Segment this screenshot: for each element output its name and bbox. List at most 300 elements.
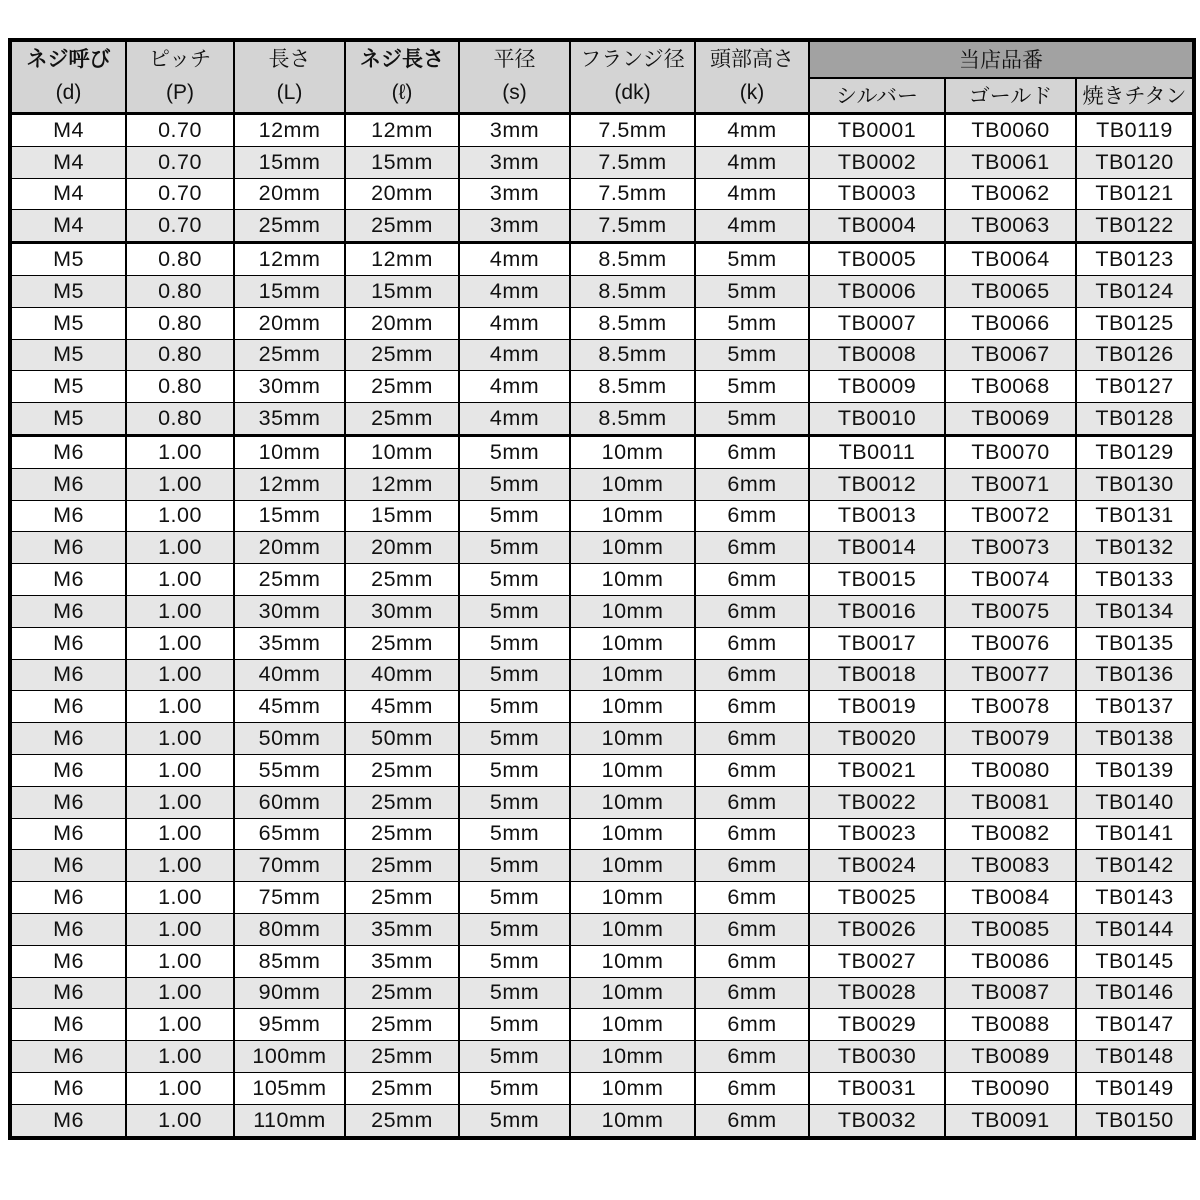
cell: 5mm (459, 1072, 570, 1104)
cell: 1.00 (126, 1072, 234, 1104)
cell: 4mm (459, 339, 570, 371)
cell: 10mm (570, 468, 695, 500)
cell: TB0063 (945, 210, 1076, 243)
cell: 90mm (234, 977, 345, 1009)
cell: 5mm (459, 1104, 570, 1137)
cell: 3mm (459, 146, 570, 178)
cell: 10mm (570, 1104, 695, 1137)
cell: M6 (10, 723, 126, 755)
cell: 30mm (345, 595, 459, 627)
cell: TB0087 (945, 977, 1076, 1009)
cell: TB0129 (1076, 435, 1194, 468)
cell: 6mm (695, 1072, 809, 1104)
cell: 4mm (459, 275, 570, 307)
cell: 4mm (459, 243, 570, 276)
cell: TB0003 (809, 178, 945, 210)
cell: TB0032 (809, 1104, 945, 1137)
cell: 0.70 (126, 114, 234, 147)
cell: 8.5mm (570, 371, 695, 403)
cell: 7.5mm (570, 178, 695, 210)
cell: 6mm (695, 723, 809, 755)
cell: M5 (10, 339, 126, 371)
cell: M6 (10, 850, 126, 882)
cell: 25mm (345, 210, 459, 243)
cell: 12mm (234, 114, 345, 147)
cell: TB0124 (1076, 275, 1194, 307)
cell: TB0067 (945, 339, 1076, 371)
cell: 12mm (234, 468, 345, 500)
cell: 25mm (234, 339, 345, 371)
table-row (10, 178, 1194, 210)
cell: 6mm (695, 468, 809, 500)
cell: TB0014 (809, 532, 945, 564)
table-row (10, 339, 1194, 371)
cell: 12mm (345, 243, 459, 276)
cell: TB0060 (945, 114, 1076, 147)
header-row-main (10, 40, 1194, 78)
cell: 25mm (234, 564, 345, 596)
table-row (10, 850, 1194, 882)
cell: TB0017 (809, 627, 945, 659)
cell: 5mm (459, 850, 570, 882)
cell: 65mm (234, 818, 345, 850)
table-row (10, 500, 1194, 532)
cell: TB0002 (809, 146, 945, 178)
cell: 6mm (695, 850, 809, 882)
cell: TB0070 (945, 435, 1076, 468)
table-row (10, 371, 1194, 403)
cell: 5mm (459, 435, 570, 468)
cell: TB0131 (1076, 500, 1194, 532)
header-screw-size-label: ネジ呼び (26, 48, 111, 72)
cell: 0.80 (126, 339, 234, 371)
cell: TB0011 (809, 435, 945, 468)
cell: 10mm (570, 595, 695, 627)
cell: 6mm (695, 691, 809, 723)
cell: TB0029 (809, 1009, 945, 1041)
cell: TB0119 (1076, 114, 1194, 147)
cell: 6mm (695, 1041, 809, 1073)
cell: TB0066 (945, 307, 1076, 339)
cell: TB0145 (1076, 945, 1194, 977)
cell: 10mm (570, 532, 695, 564)
cell: TB0088 (945, 1009, 1076, 1041)
cell: TB0007 (809, 307, 945, 339)
cell: TB0134 (1076, 595, 1194, 627)
cell: TB0082 (945, 818, 1076, 850)
cell: 20mm (345, 532, 459, 564)
cell: 25mm (345, 1104, 459, 1137)
table-row (10, 114, 1194, 147)
header-pitch-symbol: (P) (166, 81, 194, 104)
cell: 6mm (695, 500, 809, 532)
cell: 6mm (695, 1104, 809, 1137)
cell: 1.00 (126, 468, 234, 500)
cell: 5mm (695, 307, 809, 339)
cell: 10mm (570, 691, 695, 723)
cell: 4mm (459, 307, 570, 339)
cell: 3mm (459, 114, 570, 147)
cell: TB0064 (945, 243, 1076, 276)
table-body (10, 114, 1194, 1138)
header-length (234, 40, 345, 114)
cell: 20mm (345, 307, 459, 339)
screw-spec-table-wrap (8, 38, 1196, 1140)
cell: 30mm (234, 371, 345, 403)
cell: 20mm (234, 532, 345, 564)
header-head-height (695, 40, 809, 114)
cell: 0.80 (126, 307, 234, 339)
cell: 75mm (234, 882, 345, 914)
cell: 25mm (234, 210, 345, 243)
cell: TB0142 (1076, 850, 1194, 882)
table-row (10, 1072, 1194, 1104)
cell: 100mm (234, 1041, 345, 1073)
cell: M6 (10, 532, 126, 564)
cell: M6 (10, 818, 126, 850)
cell: 4mm (459, 371, 570, 403)
cell: 1.00 (126, 786, 234, 818)
cell: M6 (10, 500, 126, 532)
cell: 25mm (345, 786, 459, 818)
cell: 10mm (570, 945, 695, 977)
cell: 7.5mm (570, 146, 695, 178)
cell: TB0006 (809, 275, 945, 307)
table-row (10, 564, 1194, 596)
cell: TB0008 (809, 339, 945, 371)
cell: 5mm (459, 786, 570, 818)
cell: 1.00 (126, 913, 234, 945)
cell: TB0078 (945, 691, 1076, 723)
cell: 5mm (459, 468, 570, 500)
cell: M5 (10, 307, 126, 339)
cell: 5mm (459, 691, 570, 723)
cell: TB0080 (945, 754, 1076, 786)
cell: TB0084 (945, 882, 1076, 914)
cell: 6mm (695, 945, 809, 977)
cell: TB0018 (809, 659, 945, 691)
cell: TB0074 (945, 564, 1076, 596)
cell: 110mm (234, 1104, 345, 1137)
cell: TB0009 (809, 371, 945, 403)
cell: 1.00 (126, 977, 234, 1009)
cell: 40mm (234, 659, 345, 691)
cell: 1.00 (126, 627, 234, 659)
cell: 1.00 (126, 564, 234, 596)
cell: TB0068 (945, 371, 1076, 403)
cell: 10mm (570, 818, 695, 850)
cell: 6mm (695, 564, 809, 596)
cell: TB0076 (945, 627, 1076, 659)
cell: TB0027 (809, 945, 945, 977)
cell: 1.00 (126, 1041, 234, 1073)
cell: TB0141 (1076, 818, 1194, 850)
header-flange-diameter-label: フランジ径 (580, 48, 685, 72)
cell: 10mm (570, 1009, 695, 1041)
cell: TB0133 (1076, 564, 1194, 596)
cell: M6 (10, 945, 126, 977)
cell: TB0071 (945, 468, 1076, 500)
cell: 6mm (695, 882, 809, 914)
cell: 1.00 (126, 659, 234, 691)
cell: TB0126 (1076, 339, 1194, 371)
cell: TB0138 (1076, 723, 1194, 755)
cell: 10mm (570, 435, 695, 468)
cell: TB0091 (945, 1104, 1076, 1137)
cell: 35mm (234, 403, 345, 436)
cell: TB0149 (1076, 1072, 1194, 1104)
table-header (10, 40, 1194, 114)
cell: 6mm (695, 913, 809, 945)
cell: 1.00 (126, 818, 234, 850)
cell: 1.00 (126, 723, 234, 755)
cell: 6mm (695, 659, 809, 691)
cell: 4mm (695, 146, 809, 178)
cell: 15mm (234, 500, 345, 532)
cell: TB0004 (809, 210, 945, 243)
header-screw-size-symbol: (d) (55, 81, 82, 104)
cell: 12mm (234, 243, 345, 276)
cell: 25mm (345, 339, 459, 371)
cell: 5mm (459, 595, 570, 627)
cell: 35mm (345, 913, 459, 945)
cell: 4mm (695, 178, 809, 210)
cell: 8.5mm (570, 403, 695, 436)
cell: 5mm (459, 818, 570, 850)
cell: 20mm (345, 178, 459, 210)
cell: 25mm (345, 627, 459, 659)
cell: 15mm (234, 275, 345, 307)
table-row (10, 723, 1194, 755)
cell: TB0013 (809, 500, 945, 532)
cell: TB0143 (1076, 882, 1194, 914)
cell: TB0120 (1076, 146, 1194, 178)
cell: M6 (10, 627, 126, 659)
cell: 5mm (459, 564, 570, 596)
table-row (10, 403, 1194, 436)
header-thread-length (345, 40, 459, 114)
table-row (10, 595, 1194, 627)
header-variant-gold: ゴールド (945, 78, 1076, 114)
cell: 10mm (570, 850, 695, 882)
cell: 105mm (234, 1072, 345, 1104)
header-length-label: 長さ (268, 48, 311, 72)
cell: 5mm (695, 275, 809, 307)
cell: TB0077 (945, 659, 1076, 691)
cell: TB0127 (1076, 371, 1194, 403)
cell: 0.80 (126, 371, 234, 403)
cell: 25mm (345, 1072, 459, 1104)
cell: 1.00 (126, 754, 234, 786)
cell: 0.80 (126, 243, 234, 276)
cell: TB0021 (809, 754, 945, 786)
cell: 5mm (695, 243, 809, 276)
cell: 25mm (345, 371, 459, 403)
table-row (10, 435, 1194, 468)
cell: 10mm (570, 882, 695, 914)
cell: 25mm (345, 403, 459, 436)
cell: M6 (10, 435, 126, 468)
cell: TB0061 (945, 146, 1076, 178)
cell: TB0136 (1076, 659, 1194, 691)
cell: 6mm (695, 1009, 809, 1041)
cell: 10mm (570, 977, 695, 1009)
cell: M4 (10, 178, 126, 210)
cell: TB0146 (1076, 977, 1194, 1009)
cell: TB0150 (1076, 1104, 1194, 1137)
cell: 5mm (459, 754, 570, 786)
cell: 0.70 (126, 178, 234, 210)
cell: TB0121 (1076, 178, 1194, 210)
cell: 1.00 (126, 500, 234, 532)
cell: M6 (10, 882, 126, 914)
screw-spec-table (8, 38, 1196, 1140)
cell: 0.70 (126, 210, 234, 243)
cell: TB0075 (945, 595, 1076, 627)
cell: TB0031 (809, 1072, 945, 1104)
cell: 35mm (345, 945, 459, 977)
cell: 5mm (459, 532, 570, 564)
header-variant-burnt-titanium: 焼きチタン (1076, 78, 1194, 114)
cell: 5mm (459, 913, 570, 945)
cell: TB0023 (809, 818, 945, 850)
cell: M6 (10, 691, 126, 723)
cell: 10mm (345, 435, 459, 468)
cell: 6mm (695, 627, 809, 659)
cell: 35mm (234, 627, 345, 659)
cell: TB0015 (809, 564, 945, 596)
cell: 50mm (345, 723, 459, 755)
cell: TB0085 (945, 913, 1076, 945)
header-flange-diameter-symbol: (dk) (614, 81, 651, 104)
cell: M5 (10, 243, 126, 276)
cell: M6 (10, 564, 126, 596)
cell: 0.70 (126, 146, 234, 178)
cell: 50mm (234, 723, 345, 755)
cell: 5mm (459, 945, 570, 977)
cell: M5 (10, 371, 126, 403)
cell: 3mm (459, 178, 570, 210)
cell: 0.80 (126, 275, 234, 307)
cell: 25mm (345, 977, 459, 1009)
table-row (10, 659, 1194, 691)
table-row (10, 913, 1194, 945)
cell: 45mm (234, 691, 345, 723)
cell: 6mm (695, 595, 809, 627)
cell: M4 (10, 146, 126, 178)
header-flat-diameter-label: 平径 (493, 48, 536, 72)
cell: TB0090 (945, 1072, 1076, 1104)
header-pitch (126, 40, 234, 114)
table-row (10, 627, 1194, 659)
cell: 5mm (459, 1041, 570, 1073)
cell: 5mm (459, 723, 570, 755)
cell: 40mm (345, 659, 459, 691)
cell: 55mm (234, 754, 345, 786)
cell: 10mm (234, 435, 345, 468)
cell: TB0139 (1076, 754, 1194, 786)
cell: 5mm (459, 1009, 570, 1041)
cell: 10mm (570, 786, 695, 818)
cell: 15mm (234, 146, 345, 178)
cell: 10mm (570, 1041, 695, 1073)
cell: 12mm (345, 114, 459, 147)
cell: 15mm (345, 275, 459, 307)
cell: M6 (10, 1041, 126, 1073)
cell: 10mm (570, 723, 695, 755)
cell: 30mm (234, 595, 345, 627)
table-row (10, 243, 1194, 276)
cell: TB0148 (1076, 1041, 1194, 1073)
header-thread-length-label: ネジ長さ (360, 48, 444, 72)
cell: 10mm (570, 1072, 695, 1104)
header-flange-diameter (570, 40, 695, 114)
cell: 10mm (570, 659, 695, 691)
cell: TB0140 (1076, 786, 1194, 818)
cell: 5mm (695, 371, 809, 403)
cell: M6 (10, 1072, 126, 1104)
cell: M6 (10, 913, 126, 945)
cell: M4 (10, 114, 126, 147)
cell: TB0069 (945, 403, 1076, 436)
cell: 70mm (234, 850, 345, 882)
table-row (10, 754, 1194, 786)
cell: M6 (10, 659, 126, 691)
table-row (10, 146, 1194, 178)
cell: TB0135 (1076, 627, 1194, 659)
cell: 5mm (459, 659, 570, 691)
cell: 10mm (570, 500, 695, 532)
cell: M6 (10, 595, 126, 627)
header-head-height-label: 頭部高さ (710, 48, 794, 72)
cell: TB0081 (945, 786, 1076, 818)
cell: 4mm (459, 403, 570, 436)
table-row (10, 818, 1194, 850)
cell: M5 (10, 403, 126, 436)
header-pitch-label: ピッチ (148, 48, 212, 72)
cell: 0.80 (126, 403, 234, 436)
cell: TB0012 (809, 468, 945, 500)
cell: TB0016 (809, 595, 945, 627)
cell: 95mm (234, 1009, 345, 1041)
cell: 10mm (570, 913, 695, 945)
cell: 7.5mm (570, 114, 695, 147)
cell: 25mm (345, 564, 459, 596)
table-row (10, 691, 1194, 723)
cell: 1.00 (126, 945, 234, 977)
table-row (10, 977, 1194, 1009)
header-head-height-symbol: (k) (739, 81, 765, 104)
cell: 20mm (234, 178, 345, 210)
header-product-number-group: 当店品番 (809, 40, 1194, 78)
cell: M6 (10, 1104, 126, 1137)
cell: TB0001 (809, 114, 945, 147)
header-thread-length-symbol: (ℓ) (391, 81, 413, 104)
cell: 5mm (695, 339, 809, 371)
table-row (10, 1009, 1194, 1041)
cell: 3mm (459, 210, 570, 243)
cell: 8.5mm (570, 275, 695, 307)
table-row (10, 882, 1194, 914)
cell: 1.00 (126, 435, 234, 468)
cell: 6mm (695, 786, 809, 818)
cell: TB0030 (809, 1041, 945, 1073)
cell: 45mm (345, 691, 459, 723)
cell: 5mm (459, 500, 570, 532)
cell: 6mm (695, 818, 809, 850)
cell: TB0022 (809, 786, 945, 818)
cell: 25mm (345, 882, 459, 914)
